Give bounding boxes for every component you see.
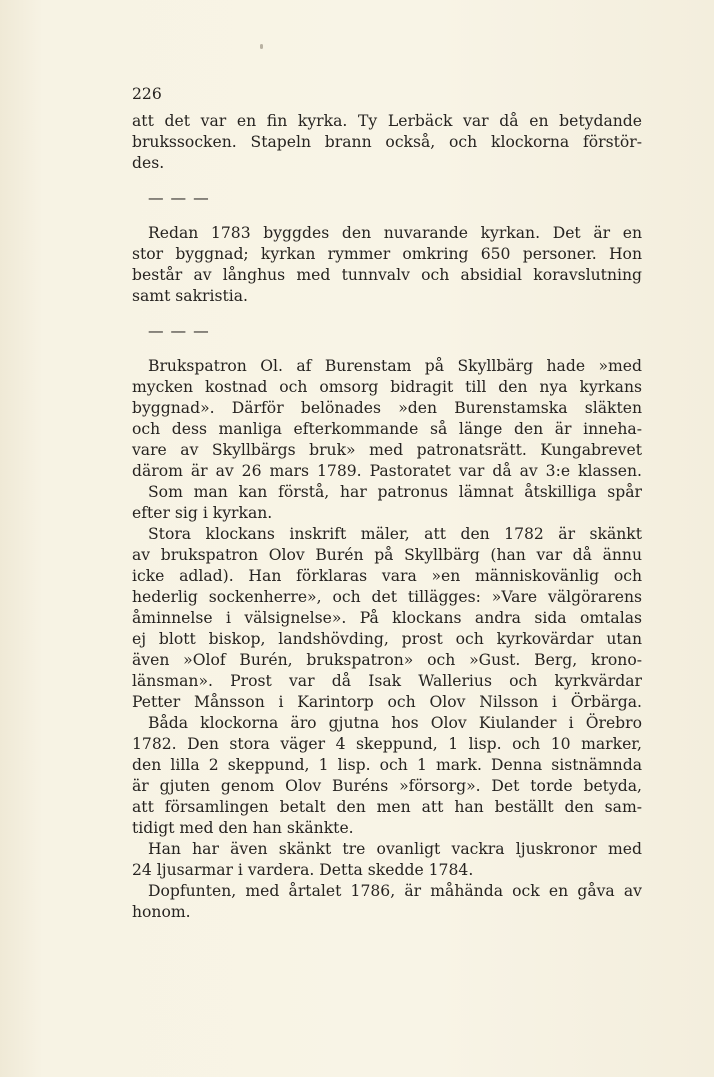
text-line: länsman». Prost var då Isak Wallerius och kyrkvärdar — [132, 672, 642, 690]
text-line: den lilla 2 skeppund, 1 lisp. och 1 mark. Denna sistnämnda — [132, 756, 642, 774]
paragraph-1 — [132, 111, 642, 174]
text-line: Stora klockans inskrift mäler, att den 1782 är skänkt — [148, 525, 642, 543]
text-line: Dopfunten, med årtalet 1786, är måhända ock en gåva av — [148, 882, 642, 900]
page-text — [132, 84, 642, 923]
text-line: honom. — [132, 903, 191, 921]
text-line: att det var en fin kyrka. Ty Lerbäck var då en betydande — [132, 112, 642, 130]
text-line: tidigt med den han skänkte. — [132, 819, 354, 837]
text-line: åminnelse i välsignelse». På klockans andra sida omtalas — [132, 609, 642, 627]
paragraph-2 — [132, 223, 642, 307]
page-number: 226 — [132, 85, 162, 103]
text-line: Petter Månsson i Karintorp och Olov Nilsson i Örbärga. — [132, 693, 642, 711]
text-line: 24 ljusarmar i vardera. Detta skedde 1784. — [132, 861, 474, 879]
text-line: byggnad». Därför belönades »den Burenstamska släkten — [132, 399, 642, 417]
text-line: brukssocken. Stapeln brann också, och klockorna förstör- — [132, 133, 642, 151]
text-line: Som man kan förstå, har patronus lämnat åtskilliga spår — [148, 483, 642, 501]
text-line: vare av Skyllbärgs bruk» med patronatsrätt. Kungabrevet — [132, 441, 642, 459]
text-line: och dess manliga efterkommande så länge den är inneha- — [132, 420, 642, 438]
text-line: består av långhus med tunnvalv och absidial koravslutning — [132, 266, 642, 284]
paragraph-3 — [132, 356, 642, 923]
text-line: mycken kostnad och omsorg bidragit till den nya kyrkans — [132, 378, 642, 396]
text-line: efter sig i kyrkan. — [132, 504, 273, 522]
text-line: samt sakristia. — [132, 287, 249, 305]
text-line: därom är av 26 mars 1789. Pastoratet var då av 3:e klassen. — [132, 462, 642, 480]
text-line: Redan 1783 byggdes den nuvarande kyrkan. Det är en — [148, 224, 642, 242]
text-line: des. — [132, 154, 165, 172]
text-line: stor byggnad; kyrkan rymmer omkring 650 personer. Hon — [132, 245, 642, 263]
text-line: Brukspatron Ol. af Burenstam på Skyllbärg hade »med — [148, 357, 642, 375]
text-line: även »Olof Burén, brukspatron» och »Gust. Berg, krono- — [132, 651, 642, 669]
text-line: är gjuten genom Olov Buréns »försorg». Det torde betyda, — [132, 777, 642, 795]
text-line: att församlingen betalt den men att han beställt den sam- — [132, 798, 642, 816]
text-line: av brukspatron Olov Burén på Skyllbärg (han var då ännu — [132, 546, 642, 564]
text-line: Han har även skänkt tre ovanligt vackra ljuskronor med — [148, 840, 642, 858]
section-separator: — — — — [148, 322, 210, 340]
text-line: Båda klockorna äro gjutna hos Olov Kiulander i Örebro — [148, 714, 642, 732]
text-line: 1782. Den stora väger 4 skeppund, 1 lisp. och 10 marker, — [132, 735, 642, 753]
text-line: ej blott biskop, landshövding, prost och kyrkovärdar utan — [132, 630, 642, 648]
ink-speck — [260, 44, 263, 49]
section-separator: — — — — [148, 189, 210, 207]
text-line: icke adlad). Han förklaras vara »en människovänlig och — [132, 567, 642, 585]
text-line: hederlig sockenherre», och det tillägges: »Vare välgörarens — [132, 588, 642, 606]
